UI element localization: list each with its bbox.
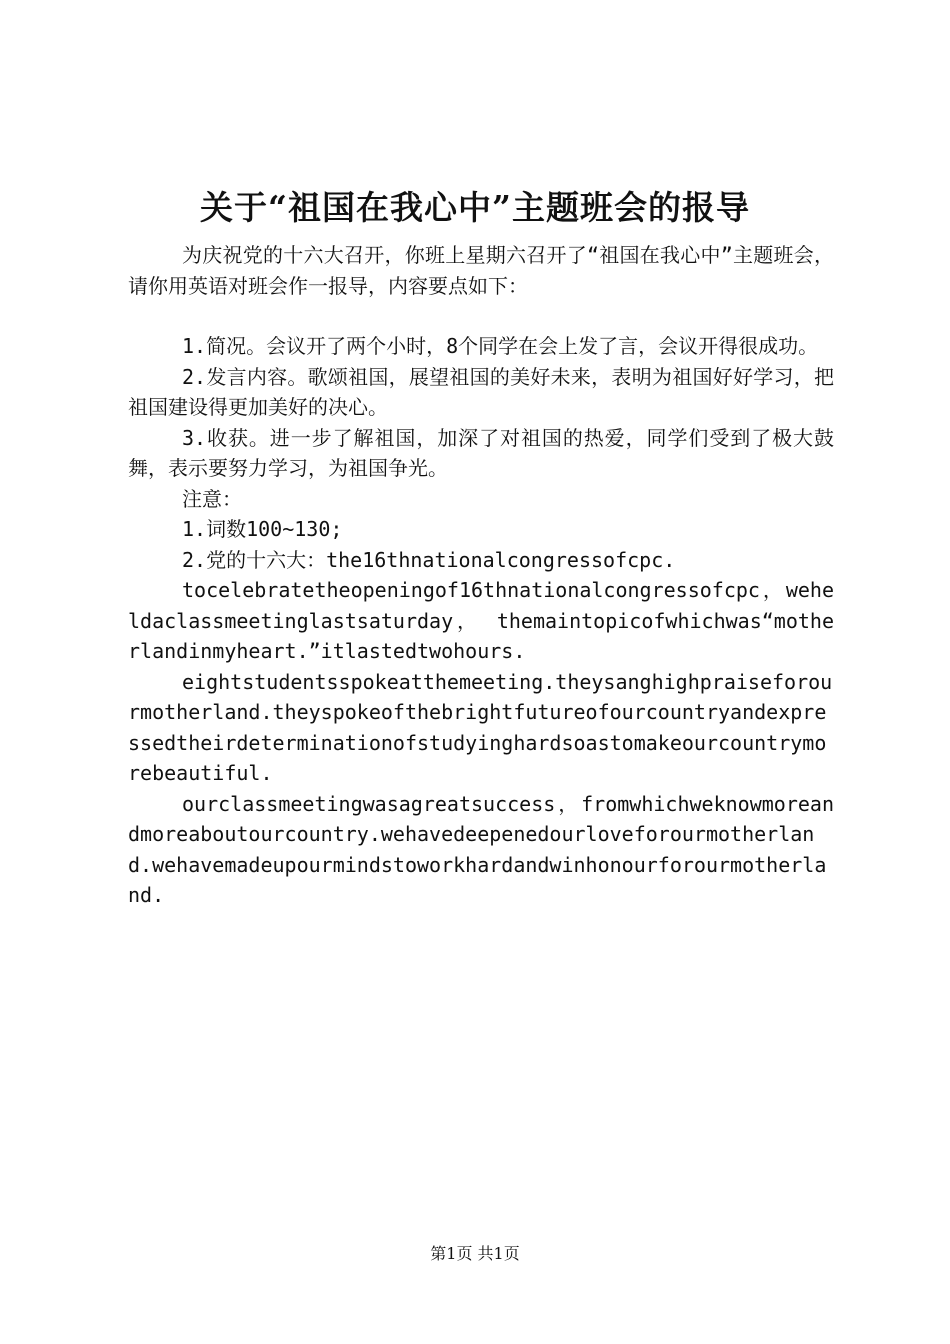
paragraph-note-1: 1.词数100~130; bbox=[182, 517, 343, 541]
page-number: 第1页 共1页 bbox=[430, 1244, 520, 1263]
paragraph-note-2: 2.党的十六大：the16thnationalcongressofcpc. bbox=[182, 547, 676, 572]
paragraph-point-1: 1.简况。会议开了两个小时，8个同学在会上发了言，会议开得很成功。 bbox=[182, 334, 819, 358]
paragraph-intro: 为庆祝党的十六大召开，你班上星期六召开了“祖国在我心中”主题班会，请你用英语对班会作一报导，内容要点如下： bbox=[128, 243, 834, 298]
paragraph-answer-1: tocelebratetheopeningof16thnationalcongressofcpc，weheldaclassmeetinglastsaturday， themaintopicofwhichwas“motherlandinmyheart.”itlastedtwohours. bbox=[128, 578, 834, 663]
document-title: 关于“祖国在我心中”主题班会的报导 bbox=[200, 188, 750, 227]
paragraph-note-heading: 注意： bbox=[182, 486, 242, 511]
paragraph-spacer bbox=[128, 301, 834, 331]
paragraph-point-3: 3.收获。进一步了解祖国，加深了对祖国的热爱，同学们受到了极大鼓舞，表示要努力学习，为祖国争光。 bbox=[128, 425, 834, 480]
paragraph-point-2: 2.发言内容。歌颂祖国，展望祖国的美好未来，表明为祖国好好学习，把祖国建设得更加美好的决心。 bbox=[128, 364, 834, 419]
document-body bbox=[128, 240, 834, 911]
paragraph-answer-3: ourclassmeetingwasagreatsuccess，fromwhichweknowmoreandmoreaboutourcountry.wehavedeepenedourloveforourmotherland.wehavemadeupourmindstoworkhardandwinhonourforourmotherland. bbox=[128, 791, 834, 907]
paragraph-answer-2: eightstudentsspokeatthemeeting.theysanghighpraiseforourmotherland.theyspokeofthebrightfutureofourcountryandexpressedtheirdeterminationofstudyinghardsoastomakeourcountrymorebeautiful. bbox=[128, 669, 833, 785]
